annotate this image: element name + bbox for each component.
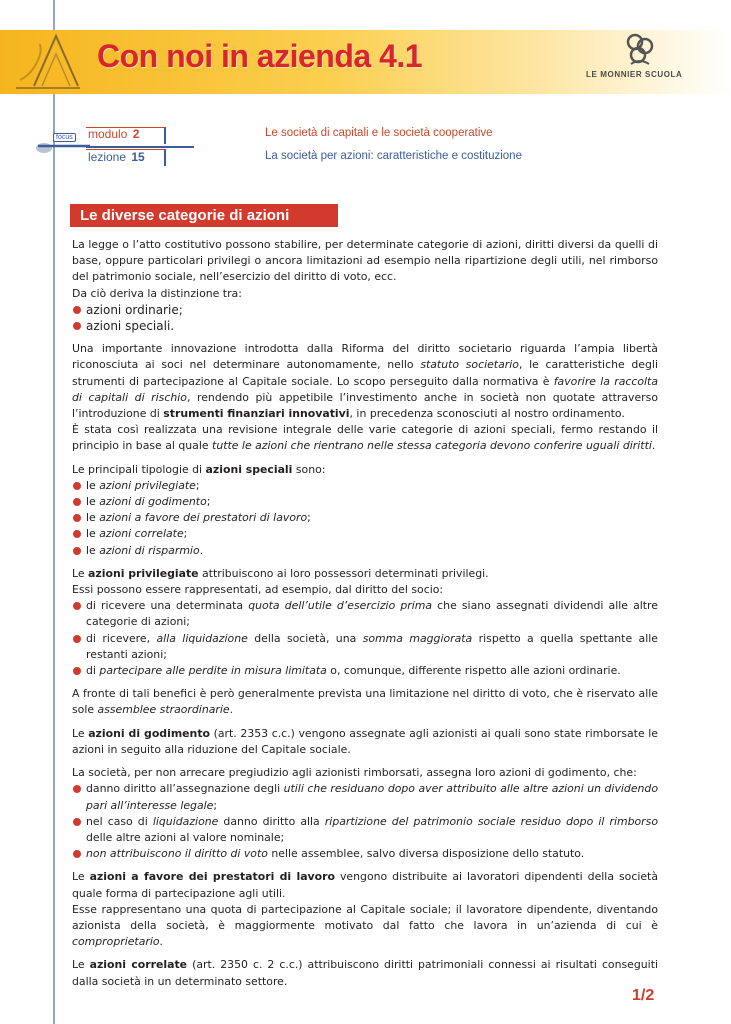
modulo-text: Le società di capitali e le società cooperative: [265, 127, 493, 139]
list-item: nel caso di liquidazione danno diritto alla ripartizione del patrimonio sociale residuo dopo il rimborso delle altre azioni al valore nominale;: [72, 814, 658, 846]
bullet-dot-icon: [73, 322, 81, 330]
lezione-row: [88, 150, 522, 164]
list-item: le azioni a favore dei prestatori di lavoro;: [72, 510, 658, 526]
bullet-dot-icon: [73, 850, 81, 858]
bullet-dot-icon: [73, 306, 81, 314]
logo-graphic-icon: [12, 30, 82, 94]
focus-tag: focus: [53, 133, 76, 142]
lezione-text: La società per azioni: caratteristiche e costituzione: [265, 150, 522, 162]
header-title: Con noi in azienda 4.1: [97, 38, 423, 74]
list-item: di ricevere, alla liquidazione della società, una somma maggiorata rispetto a quella spettante alle restanti azioni;: [72, 631, 658, 663]
modulo-row: [88, 127, 493, 141]
list-special-types: [72, 478, 658, 559]
list-item: non attribuiscono il diritto di voto nelle assemblee, salvo diversa disposizione dello statuto.: [72, 846, 658, 862]
modulo-number: 2: [132, 127, 140, 141]
page-number: 1/2: [632, 987, 655, 1004]
paragraph: Da ciò deriva la distinzione tra:: [72, 286, 242, 300]
bullet-dot-icon: [73, 785, 81, 793]
paragraph: La legge o l’atto costitutivo possono stabilire, per determinate categorie di azioni, diritti diversi da quelli di base, oppure particolari privilegi o ancora limitazioni ad esempio nella ripartizione degli utili, nel rimborso del patrimonio sociale, nell’esercizio del diritto di voto, ecc.: [72, 238, 658, 284]
paragraph: Essi possono essere rappresentati, ad esempio, dal diritto del socio:: [72, 583, 444, 597]
bullet-dot-icon: [73, 514, 81, 522]
list-item: azioni ordinarie;: [72, 302, 658, 318]
bullet-dot-icon: [73, 498, 81, 506]
bullet-dot-icon: [73, 482, 81, 490]
list-types: [72, 302, 658, 334]
bullet-dot-icon: [73, 530, 81, 538]
meta-divider: [86, 146, 194, 148]
section-title: Le diverse categorie di azioni: [70, 204, 338, 227]
bullet-dot-icon: [73, 635, 81, 643]
paragraph: La società, per non arrecare pregiudizio agli azionisti rimborsati, assegna loro azioni di godimento, che:: [72, 766, 637, 780]
paragraph: È stata così realizzata una revisione integrale delle varie categorie di azioni speciali, fermo restando il principio in base al quale tutte le azioni che rientrano nelle stessa categoria devono conferire uguali diritti.: [72, 423, 658, 453]
paragraph: Esse rappresentano una quota di partecipazione al Capitale sociale; il lavoratore dipendente, diventando azionista della società, è maggiormente motivato dal fatto che lavora in un’azienda di cui è comproprietario.: [72, 902, 658, 949]
list-godimento: [72, 781, 658, 862]
bullet-dot-icon: [73, 602, 81, 610]
paragraph: Le azioni privilegiate attribuiscono ai loro possessori determinati privilegi.: [72, 566, 489, 580]
paragraph: Le azioni di godimento (art. 2353 c.c.) vengono assegnate agli azionisti ai quali sono state rimborsate le azioni in seguito alla riduzione del Capitale sociale.: [72, 726, 658, 756]
paragraph: Le azioni a favore dei prestatori di lavoro vengono distribuite ai lavoratori dipendenti della società quale forma di partecipazione agli utili.: [72, 870, 658, 900]
list-item: le azioni correlate;: [72, 526, 658, 542]
lezione-label: lezione: [88, 150, 127, 164]
list-item: di ricevere una determinata quota dell’utile d’esercizio prima che siano assegnati dividendi alle altre categorie di azioni;: [72, 598, 658, 630]
paragraph: Le principali tipologie di azioni speciali sono:: [72, 462, 326, 476]
list-item: le azioni di risparmio.: [72, 543, 658, 559]
list-privileges: [72, 598, 658, 679]
lezione-number: 15: [131, 150, 145, 164]
paragraph: A fronte di tali benefici è però generalmente prevista una limitazione nel diritto di voto, che è riservato alle sole assemblee straordinarie.: [72, 687, 658, 717]
bullet-dot-icon: [73, 818, 81, 826]
paragraph: Le azioni correlate (art. 2350 c. 2 c.c.) attribuiscono diritti patrimoniali connessi ai risultati conseguiti dalla società in un determinato settore.: [72, 958, 659, 988]
publisher-name: LE MONNIER SCUOLA: [586, 70, 683, 79]
list-item: le azioni di godimento;: [72, 494, 658, 510]
list-item: le azioni privilegiate;: [72, 478, 658, 494]
list-item: azioni speciali.: [72, 318, 658, 334]
list-item: di partecipare alle perdite in misura limitata o, comunque, differente rispetto alle azioni ordinarie.: [72, 663, 658, 679]
modulo-label: modulo: [88, 127, 128, 141]
bullet-dot-icon: [73, 547, 81, 555]
document-body: [72, 237, 658, 997]
paragraph: Una importante innovazione introdotta dalla Riforma del diritto societario riguarda l’ampia libertà riconosciuta ai soci nel determinare autonomamente, nello statuto societario, le caratteristiche degli strumenti di partecipazione al Capitale sociale. Lo scopo perseguito dalla normativa è favorire la raccolta di capitali di rischio, rendendo più appetibile l’investimento anche in società non quotate attraverso l’introduzione di strumenti finanziari innovativi, in precedenza sconosciuti al nostro ordinamento.: [72, 342, 658, 421]
list-item: danno diritto all’assegnazione degli utili che residuano dopo aver attribuito alle altre azioni un dividendo pari all’interesse legale;: [72, 781, 658, 813]
bullet-dot-icon: [73, 667, 81, 675]
publisher-logo-icon: [623, 30, 657, 68]
